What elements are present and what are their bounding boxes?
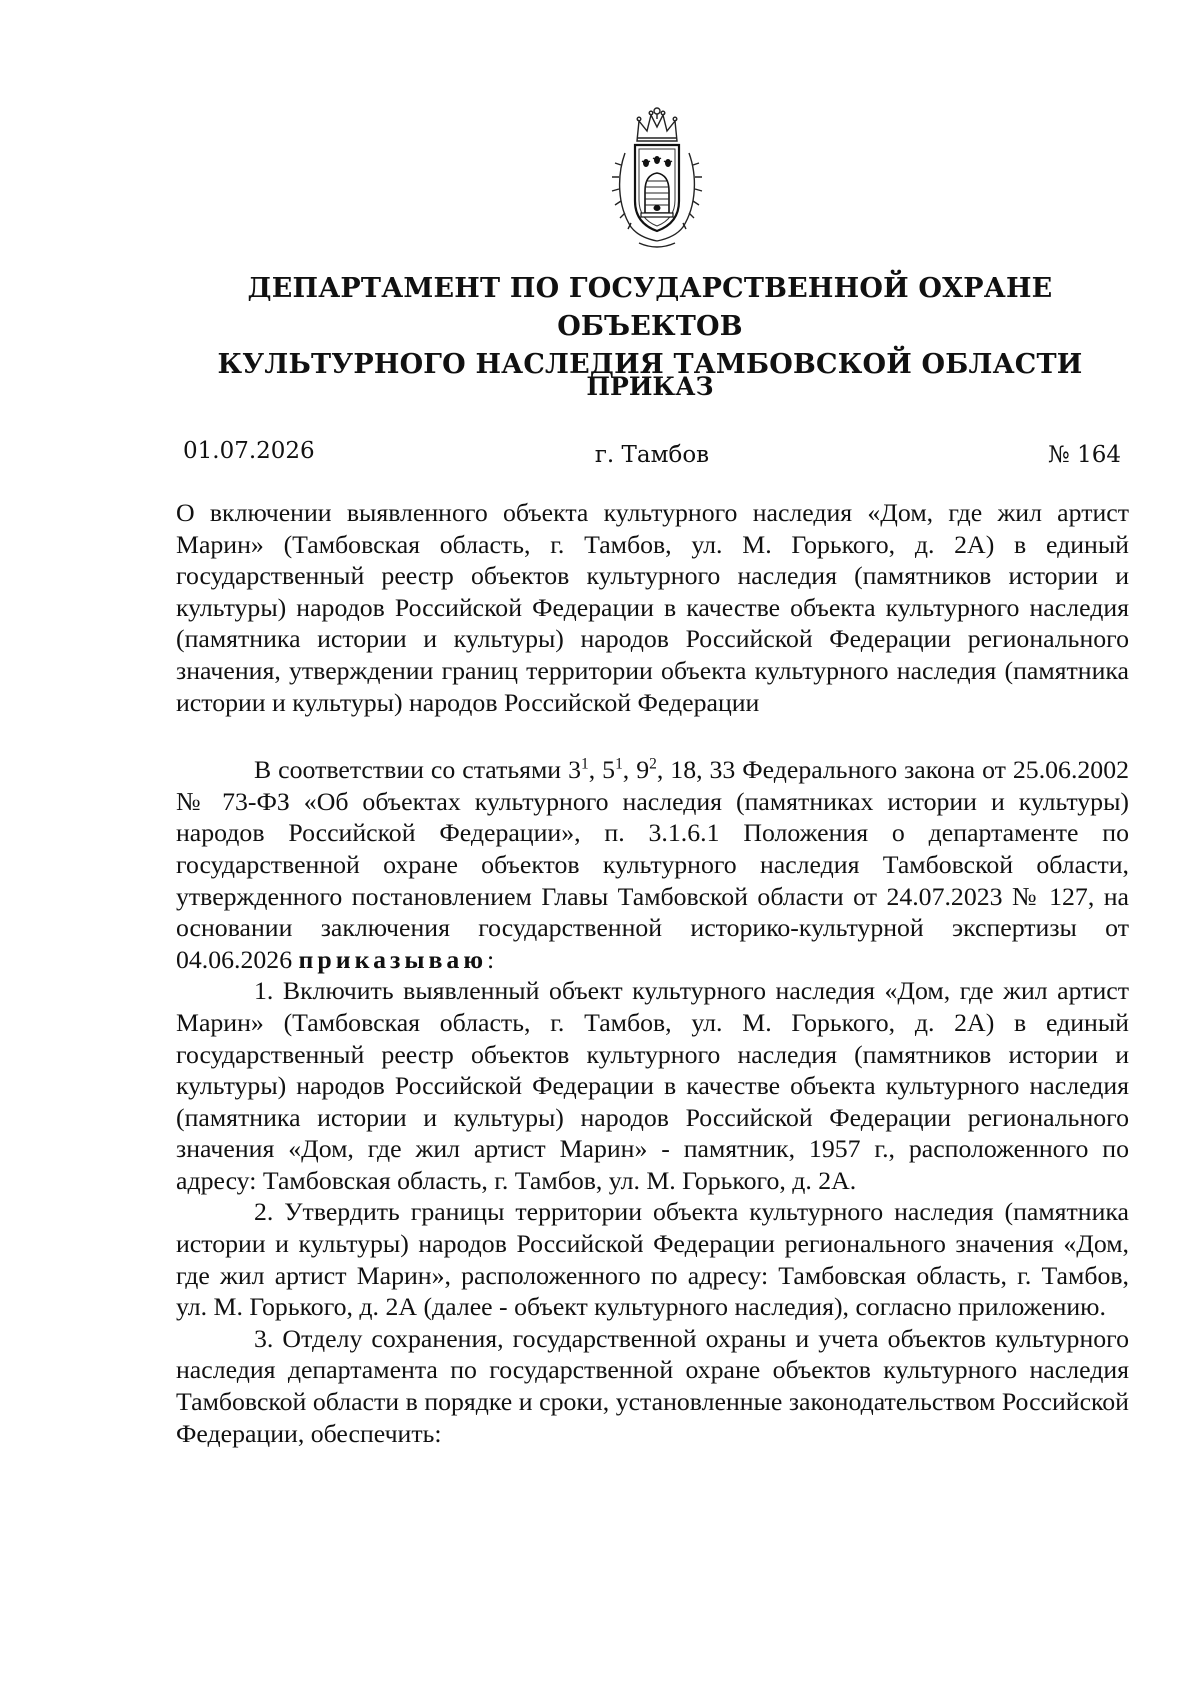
spacer (176, 718, 1129, 754)
document-body (176, 497, 1129, 1449)
order-item-2: 2. Утвердить границы территории объекта культурного наследия (памятника истории и культуры) народов Российской Федерации регионального значения «Дом, где жил артист Марин», расположенного по адресу: Тамбовская область, г. Тамбов, ул. М. Горького, д. 2А (далее - объект культурного наследия), согласно приложению. (176, 1197, 1129, 1322)
preamble-sup-3: 2 (649, 755, 657, 773)
preamble-text-1: В соответствии со статьями 3 (254, 755, 581, 785)
order-colon: : (487, 944, 495, 974)
order-item-3: 3. Отделу сохранения, государственной охраны и учета объектов культурного наследия департамента по государственной охране объектов культурного наследия Тамбовской области в порядке и сроки, установленные законодательством Российской Федерации, обеспечить: (176, 1323, 1129, 1448)
document-date: 01.07.2026 (183, 438, 315, 464)
preamble-sup-1: 1 (581, 755, 589, 773)
order-word: приказываю (298, 944, 488, 974)
coat-of-arms-icon (603, 105, 711, 253)
document-number: № 164 (1048, 442, 1121, 468)
document-city: г. Тамбов (594, 442, 710, 468)
document-subject: О включении выявленного объекта культурного наследия «Дом, где жил артист Марин» (Тамбовская область, г. Тамбов, ул. М. Горького, д. 2А) в единый государственный реестр объектов культурного наследия (памятников истории и культуры) народов Российской Федерации в качестве объекта культурного наследия (памятника истории и культуры) народов Российской Федерации регионального значения, утверждении границ территории объекта культурного наследия (памятника истории и культуры) народов Российской Федерации (176, 498, 1129, 717)
organization-title-line-2: КУЛЬТУРНОГО НАСЛЕДИЯ ТАМБОВСКОЙ ОБЛАСТИ (217, 349, 1083, 380)
organization-title (170, 270, 1130, 384)
document-type: ПРИКАЗ (586, 372, 714, 401)
preamble-text-4: , 18, 33 Федерального закона от 25.06.2002 № 73-ФЗ «Об объектах культурного наследия (памятниках истории и культуры) народов Российской Федерации», п. 3.1.6.1 Положения о департаменте по государственной охране объектов культурного наследия Тамбовской области, утвержденного постановлением Главы Тамбовской области от 24.07.2023 № 127, на основании заключения государственной историко-культурной экспертизы от 04.06.2026 (176, 755, 1129, 974)
preamble-paragraph (176, 754, 1129, 975)
preamble-text-3: , 9 (622, 755, 650, 785)
organization-title-line-1: ДЕПАРТАМЕНТ ПО ГОСУДАРСТВЕННОЙ ОХРАНЕ ОБЪЕКТОВ (247, 273, 1053, 342)
preamble-text-2: , 5 (588, 755, 616, 785)
preamble-sup-2: 1 (615, 755, 623, 773)
order-item-1: 1. Включить выявленный объект культурного наследия «Дом, где жил артист Марин» (Тамбовская область, г. Тамбов, ул. М. Горького, д. 2А) в единый государственный реестр объектов культурного наследия (памятников истории и культуры) народов Российской Федерации в качестве объекта культурного наследия (памятника истории и культуры) народов Российской Федерации регионального значения «Дом, где жил артист Марин» - памятник, 1957 г., расположенного по адресу: Тамбовская область, г. Тамбов, ул. М. Горького, д. 2А. (176, 976, 1129, 1195)
